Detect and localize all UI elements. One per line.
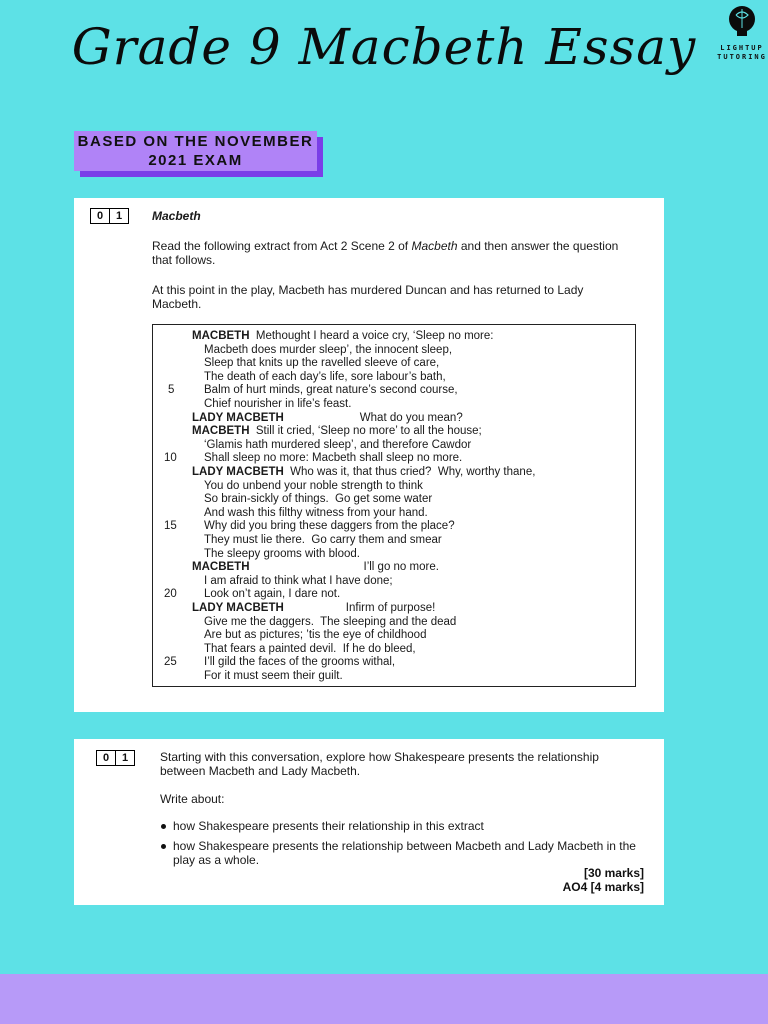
line-text: I’ll gild the faces of the grooms withal,	[204, 656, 396, 669]
line-text: Give me the daggers. The sleeping and the dead	[204, 615, 457, 628]
extract-line	[204, 575, 393, 589]
line-text: Infirm of purpose!	[345, 602, 436, 614]
extract-line	[204, 493, 432, 507]
exam-banner: BASED ON THE NOVEMBER 2021 EXAM	[74, 131, 317, 171]
line-text: The sleepy grooms with blood.	[204, 547, 360, 560]
line-text: You do unbend your noble strength to think	[204, 479, 423, 492]
line-text: Methought I heard a voice cry, ‘Sleep no more:	[249, 330, 494, 342]
marks-label: [30 marks] AO4 [4 marks]	[562, 866, 644, 894]
extract-heading: Macbeth	[152, 209, 201, 223]
line-number: 20	[164, 588, 177, 601]
line-text: Who was it, that thus cried? Why, worthy thane,	[283, 466, 536, 478]
extract-line	[192, 425, 482, 439]
question-number-box: 0 1	[96, 750, 135, 766]
extract-line	[204, 520, 455, 534]
line-text: Look on’t again, I dare not.	[204, 588, 341, 601]
extract-context: At this point in the play, Macbeth has murdered Duncan and has returned to Lady Macbeth.	[152, 283, 584, 311]
extract-line	[192, 330, 493, 344]
speaker-name: MACBETH	[192, 425, 250, 438]
footer-bar	[0, 974, 768, 1024]
extract-line	[204, 384, 458, 398]
extract-line	[204, 670, 343, 684]
extract-line	[192, 412, 463, 426]
line-number: 15	[164, 520, 177, 533]
line-text: ‘Glamis hath murdered sleep’, and therefore Cawdor	[204, 438, 472, 451]
speaker-name: LADY MACBETH	[192, 466, 284, 478]
line-text: Shall sleep no more: Macbeth shall sleep no more.	[204, 452, 463, 465]
extract-line	[204, 588, 340, 602]
extract-line	[204, 656, 395, 670]
line-text: So brain-sickly of things. Go get some water	[204, 493, 433, 506]
question-number-box: 0 1	[90, 208, 129, 224]
extract-line	[204, 629, 426, 643]
extract-line	[204, 643, 416, 657]
extract-line	[204, 344, 452, 358]
line-text: I am afraid to think what I have done;	[204, 574, 393, 587]
line-number: 10	[164, 452, 177, 465]
line-text: Still it cried, ‘Sleep no more’ to all the house;	[249, 425, 482, 438]
extract-line	[204, 439, 471, 453]
extract-line	[204, 357, 439, 371]
logo-text: LIGHTUP TUTORING	[717, 44, 767, 61]
extract-line	[204, 398, 351, 412]
line-text: What do you mean?	[359, 411, 463, 424]
page-title: Grade 9 Macbeth Essay	[71, 18, 697, 76]
question-text: Starting with this conversation, explore how Shakespeare presents the relationship between Macbeth and Lady Macbeth.	[160, 750, 599, 778]
line-text: For it must seem their guilt.	[204, 670, 343, 682]
bullet-item: how Shakespeare presents the relationship between Macbeth and Lady Macbeth in the play as a whole.	[173, 839, 653, 867]
line-text: They must lie there. Go carry them and smear	[204, 534, 442, 546]
write-about-label: Write about:	[160, 792, 225, 806]
line-text: Chief nourisher in life’s feast.	[204, 398, 352, 410]
speaker-name: LADY MACBETH	[192, 411, 284, 424]
line-text: Are but as pictures; ’tis the eye of childhood	[204, 629, 427, 642]
extract-line	[204, 616, 456, 630]
extract-line	[204, 452, 462, 466]
speaker-name: MACBETH	[192, 561, 250, 574]
line-text: Sleep that knits up the ravelled sleeve of care,	[204, 357, 440, 370]
line-text: Balm of hurt minds, great nature’s second course,	[204, 384, 458, 397]
speaker-name: LADY MACBETH	[192, 602, 284, 614]
speaker-name: MACBETH	[192, 330, 250, 342]
bullet-item: how Shakespeare presents their relationship in this extract	[173, 819, 484, 833]
extract-line	[204, 480, 423, 494]
line-text: That fears a painted devil. If he do bleed,	[204, 642, 416, 655]
line-text: Macbeth does murder sleep’, the innocent sleep,	[204, 343, 453, 356]
line-number: 25	[164, 656, 177, 669]
extract-line	[192, 466, 535, 480]
line-text: I’ll go no more.	[363, 561, 439, 574]
extract-card	[74, 198, 664, 712]
line-text: And wash this filthy witness from your hand.	[204, 506, 428, 519]
extract-line	[204, 534, 442, 548]
extract-intro: Read the following extract from Act 2 Scene 2 of Macbeth and then answer the question that follows.	[152, 239, 619, 267]
extract-line	[192, 602, 435, 616]
question-card	[74, 739, 664, 905]
line-text: Why did you bring these daggers from the place?	[204, 520, 455, 533]
extract-line	[204, 548, 360, 562]
line-number: 5	[168, 384, 175, 397]
extract-line	[192, 561, 439, 575]
line-text: The death of each day’s life, sore labour’s bath,	[204, 370, 446, 383]
extract-line	[204, 507, 428, 521]
extract-line	[204, 371, 446, 385]
